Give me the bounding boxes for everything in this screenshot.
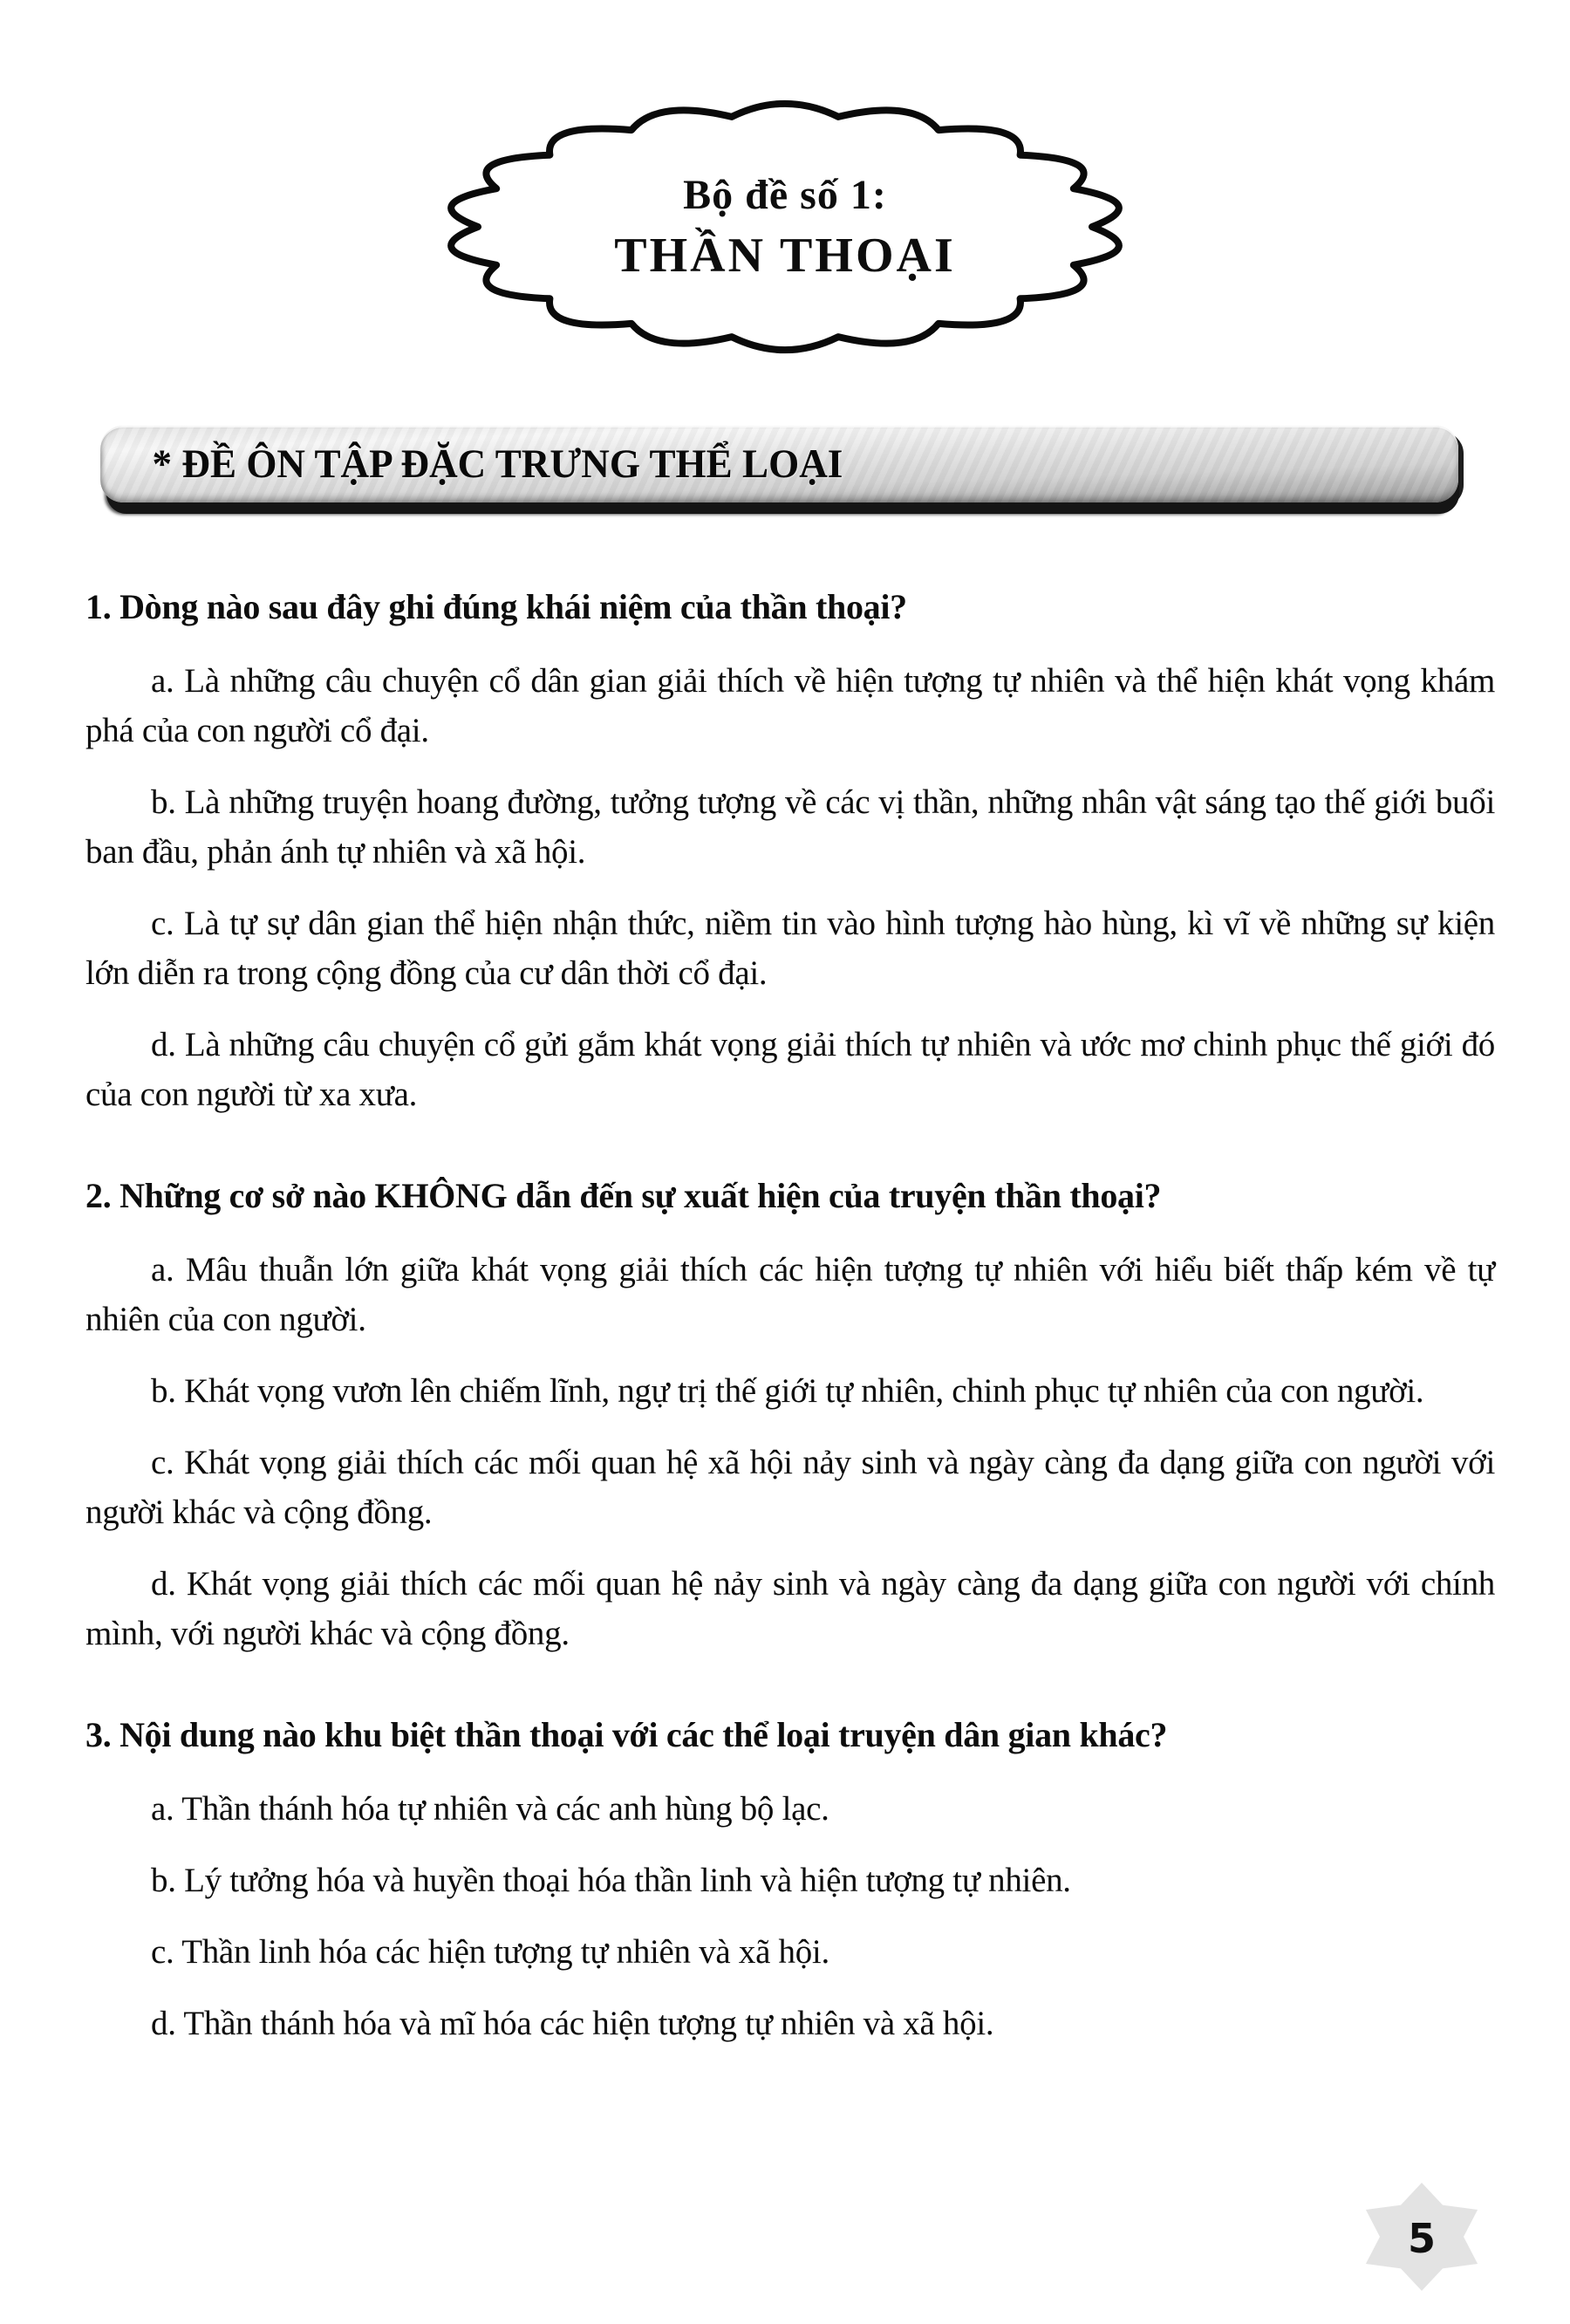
question-1-heading: 1. Dòng nào sau đây ghi đúng khái niệm của thần thoại? bbox=[85, 587, 907, 626]
question-1-option-b: b. Là những truyện hoang đường, tưởng tượng về các vị thần, những nhân vật sáng tạo thế giới buổi ban đầu, phản ánh tự nhiên và xã hội. bbox=[85, 783, 1495, 871]
question-3-option-a: a. Thần thánh hóa tự nhiên và các anh hùng bộ lạc. bbox=[151, 1790, 829, 1828]
quiz-content bbox=[85, 579, 1495, 2070]
question-2-option-c: c. Khát vọng giải thích các mối quan hệ xã hội nảy sinh và ngày càng đa dạng giữa con người với người khác và cộng đồng. bbox=[85, 1444, 1495, 1531]
question-2-heading: 2. Những cơ sở nào KHÔNG dẫn đến sự xuất hiện của truyện thần thoại? bbox=[85, 1176, 1162, 1215]
section-header-label: * ĐỀ ÔN TẬP ĐẶC TRƯNG THỂ LOẠI bbox=[152, 441, 843, 487]
question-1-option-a: a. Là những câu chuyện cổ dân gian giải thích về hiện tượng tự nhiên và thể hiện khát vọng khám phá của con người cổ đại. bbox=[85, 662, 1495, 749]
question-2-option-a: a. Mâu thuẫn lớn giữa khát vọng giải thích các hiện tượng tự nhiên với hiểu biết thấp kém về tự nhiên của con người. bbox=[85, 1251, 1495, 1338]
question-1-option-c: c. Là tự sự dân gian thể hiện nhận thức, niềm tin vào hình tượng hào hùng, kì vĩ về những sự kiện lớn diễn ra trong cộng đồng của cư dân thời cổ đại. bbox=[85, 905, 1495, 992]
section-header-bar bbox=[100, 426, 1458, 502]
page-number: 5 bbox=[1407, 2215, 1436, 2262]
question-2-option-b: b. Khát vọng vươn lên chiếm lĩnh, ngự trị thế giới tự nhiên, chinh phục tự nhiên của con người. bbox=[151, 1372, 1424, 1410]
question-3-option-d: d. Thần thánh hóa và mĩ hóa các hiện tượng tự nhiên và xã hội. bbox=[151, 2005, 994, 2042]
question-1-option-d: d. Là những câu chuyện cổ gửi gắm khát vọng giải thích tự nhiên và ước mơ chinh phục thế giới đó của con người từ xa xưa. bbox=[85, 1026, 1495, 1113]
page-number-badge bbox=[1354, 2179, 1490, 2298]
chapter-badge-title: THẦN THOẠI bbox=[614, 228, 956, 283]
question-3-option-b: b. Lý tưởng hóa và huyền thoại hóa thần linh và hiện tượng tự nhiên. bbox=[151, 1862, 1071, 1899]
question-3-heading: 3. Nội dung nào khu biệt thần thoại với các thể loại truyện dân gian khác? bbox=[85, 1715, 1168, 1754]
question-3-option-c: c. Thần linh hóa các hiện tượng tự nhiên và xã hội. bbox=[151, 1933, 829, 1971]
chapter-badge bbox=[436, 80, 1134, 373]
chapter-badge-subtitle: Bộ đề số 1: bbox=[683, 171, 887, 218]
question-2-option-d: d. Khát vọng giải thích các mối quan hệ nảy sinh và ngày càng đa dạng giữa con người với chính mình, với người khác và cộng đồng. bbox=[85, 1565, 1495, 1652]
